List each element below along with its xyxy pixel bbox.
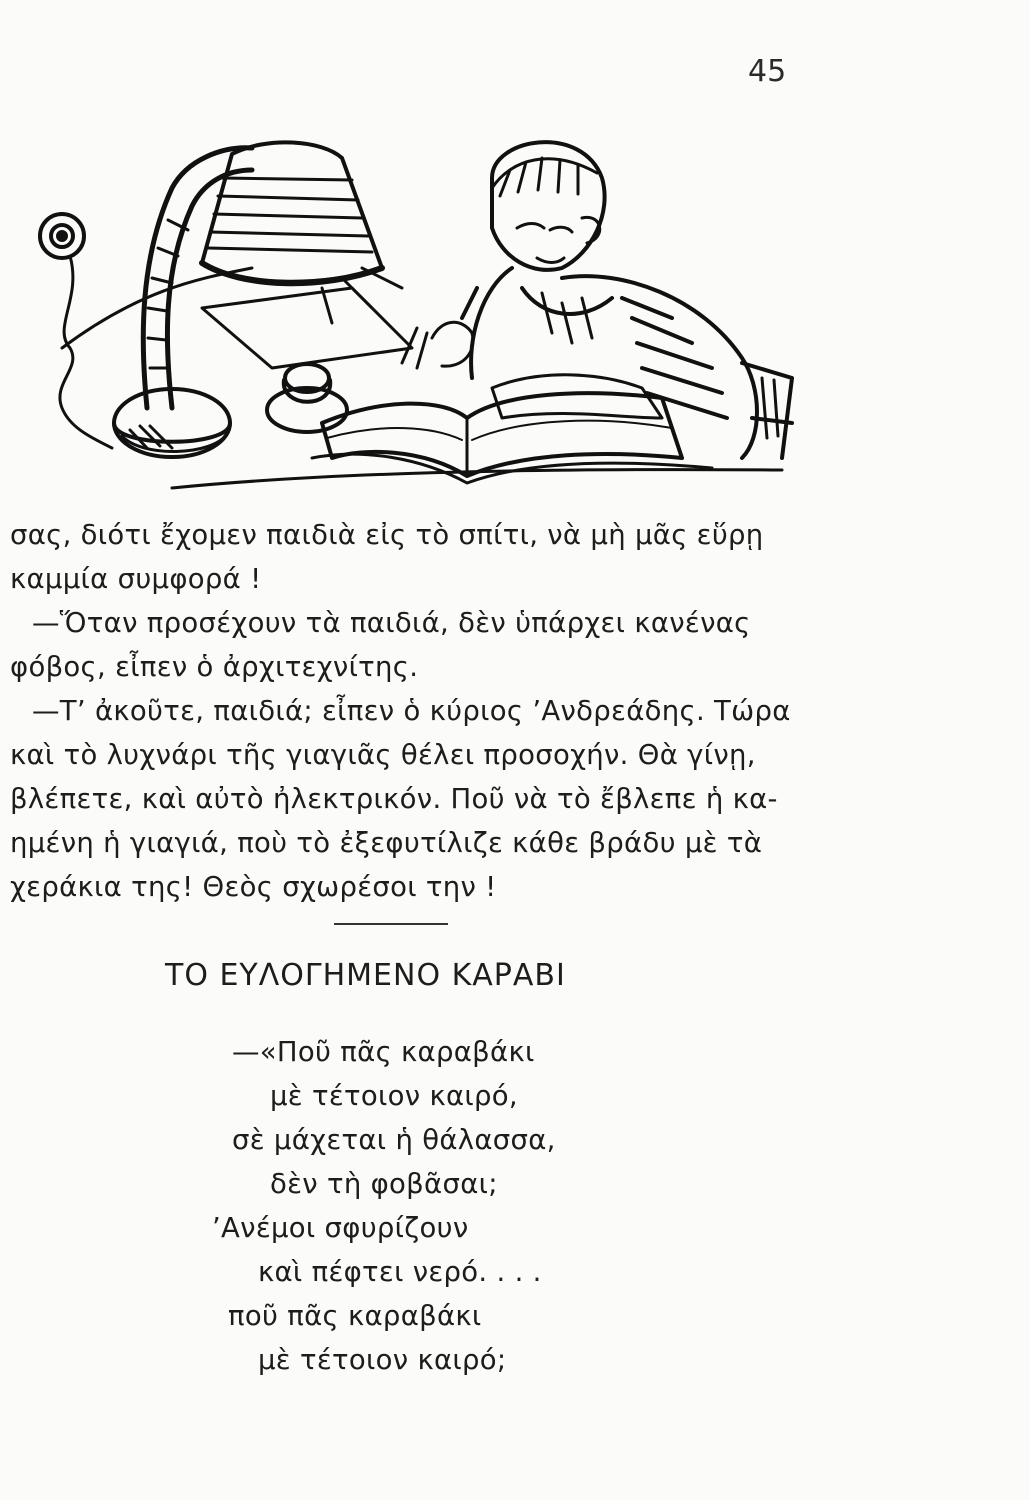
boy-head xyxy=(492,142,605,270)
poem-line: δὲν τὴ φοβᾶσαι; xyxy=(270,1168,498,1200)
poem-line: μὲ τέτοιον καιρό, xyxy=(270,1080,518,1112)
lamp-cord xyxy=(60,256,112,448)
poem-line: σὲ μάχεται ἡ θάλασσα, xyxy=(232,1124,556,1156)
prose-line: —Ὅταν προσέχουν τὰ παιδιά, δὲν ὑπάρχει κανένας xyxy=(32,607,751,639)
boy-body xyxy=(471,268,757,458)
wall-socket xyxy=(40,214,84,258)
prose-line: φόβος, εἶπεν ὁ ἀρχιτεχνίτης. xyxy=(10,651,419,683)
hand-with-pen xyxy=(402,288,477,368)
paper-sheet xyxy=(202,288,412,368)
lamp-shade xyxy=(202,142,382,283)
poem-title: ΤΟ ΕΥΛΟΓΗΜΕΝΟ ΚΑΡΑΒΙ xyxy=(165,958,566,993)
poem-line: ’Ανέμοι σφυρίζουν xyxy=(212,1212,469,1244)
prose-line: —Τ’ ἀκοῦτε, παιδιά; εἶπεν ὁ κύριος ’Ανδρεάδης. Τώρα xyxy=(32,695,791,727)
poem xyxy=(212,1030,556,1382)
prose-line: χεράκια της! Θεὸς σχωρέσοι την ! xyxy=(10,871,497,903)
boy-reading-under-lamp-illustration xyxy=(22,118,802,500)
prose-line: καμμία συμφορά ! xyxy=(10,563,262,595)
prose-line: σας, διότι ἔχομεν παιδιὰ εἰς τὸ σπίτι, νὰ μὴ μᾶς εὕρῃ xyxy=(10,519,764,551)
poem-line: καὶ πέφτει νερό. . . . xyxy=(258,1256,542,1288)
poem-line: ποῦ πᾶς καραβάκι xyxy=(228,1300,482,1332)
body-text xyxy=(10,513,820,909)
poem-line: —«Ποῦ πᾶς καραβάκι xyxy=(232,1036,535,1068)
section-divider xyxy=(334,923,448,925)
prose-line: βλέπετε, καὶ αὐτὸ ἠλεκτρικόν. Ποῦ νὰ τὸ ἔβλεπε ἡ κα- xyxy=(10,783,778,815)
poem-line: μὲ τέτοιον καιρό; xyxy=(258,1344,507,1376)
prose-line: ημένη ἡ γιαγιά, ποὺ τὸ ἐξεφυτίλιζε κάθε βράδυ μὲ τὰ xyxy=(10,827,763,859)
prose-line: καὶ τὸ λυχνάρι τῆς γιαγιᾶς θέλει προσοχήν. Θὰ γίνῃ, xyxy=(10,739,756,771)
inkwell xyxy=(267,364,347,432)
page-number: 45 xyxy=(748,54,787,89)
